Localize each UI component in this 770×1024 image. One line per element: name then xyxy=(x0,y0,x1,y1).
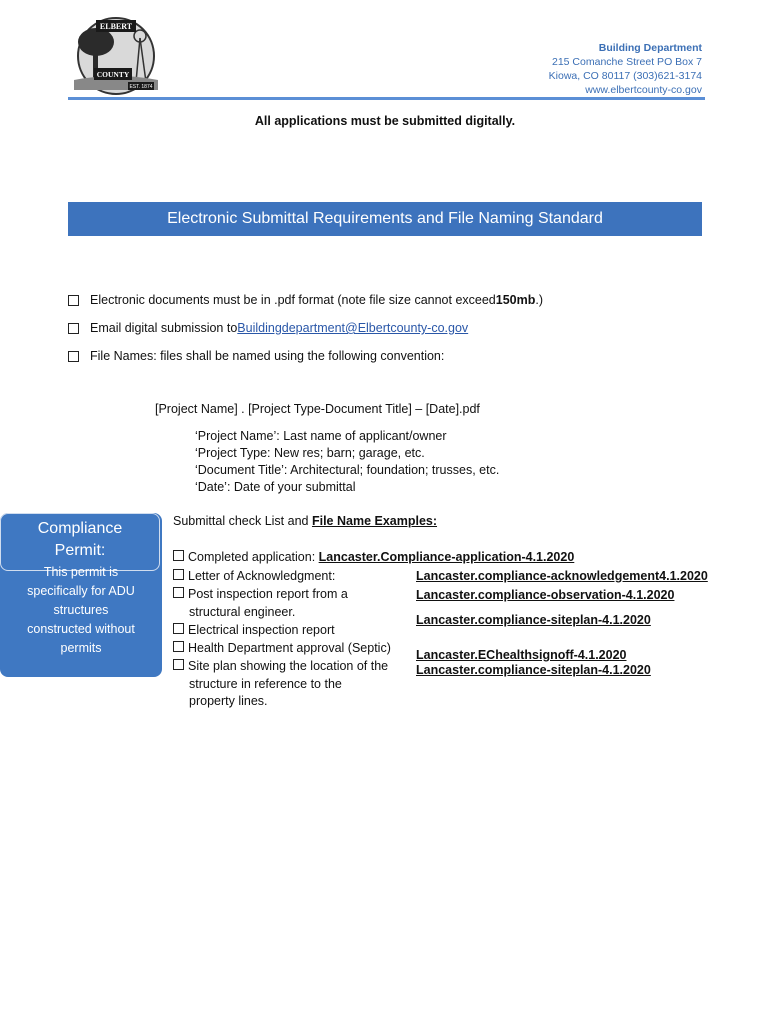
checkbox[interactable] xyxy=(173,550,184,561)
naming-convention: [Project Name] . [Project Type-Document Title] – [Date].pdf xyxy=(155,402,480,416)
department-name: Building Department xyxy=(598,42,702,54)
checklist-item xyxy=(173,586,405,621)
callout-body-line: specifically for ADU xyxy=(27,584,135,598)
checkbox[interactable] xyxy=(68,323,79,334)
callout-title-line1: Compliance xyxy=(37,520,123,537)
definition-project-name: ‘Project Name’: Last name of applicant/owner xyxy=(195,429,447,443)
checklist-item xyxy=(173,658,405,711)
logo-top-text: ELBERT xyxy=(99,22,133,31)
requirement-file-names xyxy=(68,349,444,363)
checklist-item xyxy=(173,568,405,586)
compliance-permit-callout xyxy=(0,513,162,677)
checklist-item-label: Letter of Acknowledgment: xyxy=(188,569,336,583)
definition-document-title: ‘Document Title’: Architectural; foundation; trusses, etc. xyxy=(195,463,500,477)
header-divider xyxy=(68,97,705,100)
county-logo xyxy=(70,16,162,96)
requirement-email xyxy=(68,321,468,335)
requirement-file-names-text: File Names: files shall be named using the following convention: xyxy=(90,349,445,363)
checkbox[interactable] xyxy=(173,623,184,634)
department-address: 215 Comanche Street PO Box 7 xyxy=(552,56,702,68)
checkbox[interactable] xyxy=(173,641,184,652)
checkbox[interactable] xyxy=(173,659,184,670)
definition-project-type: ‘Project Type: New res; barn; garage, etc. xyxy=(195,446,425,460)
checklist-item-label-cont: property lines. xyxy=(189,694,268,708)
department-city-phone: Kiowa, CO 80117 (303)621-3174 xyxy=(548,70,702,82)
checkbox[interactable] xyxy=(173,587,184,598)
checklist-heading-text: Submittal check List and xyxy=(173,514,312,528)
checklist-item-label: Site plan showing the location of the xyxy=(188,659,389,673)
county-seal-icon xyxy=(70,16,162,96)
checklist-heading-bold: File Name Examples: xyxy=(311,514,438,528)
file-name-example: Lancaster.EChealthsignoff-4.1.2020 xyxy=(416,648,627,662)
file-name-example: Lancaster.Compliance-application-4.1.2020 xyxy=(318,550,575,564)
section-banner: Electronic Submittal Requirements and File Naming Standard xyxy=(68,202,702,236)
checklist-item-label-cont: structural engineer. xyxy=(189,604,296,619)
logo-bottom-text: COUNTY xyxy=(96,70,130,79)
callout-body-line: permits xyxy=(60,641,102,655)
file-name-example: Lancaster.compliance-acknowledgement4.1.2020 xyxy=(416,569,708,583)
checklist-item xyxy=(173,549,593,567)
submission-notice: All applications must be submitted digitally. xyxy=(254,114,516,128)
checklist-item xyxy=(173,640,405,658)
checklist-item-label: Health Department approval (Septic) xyxy=(188,641,391,655)
logo-est-text: EST. 1874 xyxy=(129,84,153,90)
callout-body-line: structures xyxy=(53,603,109,617)
requirement-pdf-end: .) xyxy=(535,293,544,307)
requirement-pdf xyxy=(68,293,543,307)
file-name-example: Lancaster.compliance-siteplan-4.1.2020 xyxy=(416,613,651,627)
checklist-item-label: Electrical inspection report xyxy=(188,623,335,637)
file-name-example: Lancaster.compliance-siteplan-4.1.2020 xyxy=(416,663,651,677)
checklist-item-label-cont: structure in reference to the xyxy=(189,676,342,691)
requirement-pdf-text: Electronic documents must be in .pdf format (note file size cannot exceed xyxy=(90,293,496,307)
email-link[interactable]: Buildingdepartment@Elbertcounty-co.gov xyxy=(237,321,469,335)
checklist-item xyxy=(173,622,405,640)
checklist-item-label: Completed application: xyxy=(188,550,319,564)
callout-body xyxy=(6,563,156,658)
file-size-limit: 150mb xyxy=(495,293,536,307)
department-website[interactable]: www.elbertcounty-co.gov xyxy=(585,84,702,96)
callout-title-line2: Permit: xyxy=(54,542,106,559)
requirement-email-text: Email digital submission to xyxy=(90,321,238,335)
checklist-heading xyxy=(173,514,437,528)
checkbox[interactable] xyxy=(68,351,79,362)
callout-body-line: This permit is xyxy=(43,565,119,579)
callout-body-line: constructed without xyxy=(27,622,135,636)
checkbox[interactable] xyxy=(173,569,184,580)
file-name-example: Lancaster.compliance-observation-4.1.2020 xyxy=(416,588,675,602)
checklist-item-label: Post inspection report from a xyxy=(188,587,348,601)
definition-date: ‘Date’: Date of your submittal xyxy=(195,480,356,494)
checkbox[interactable] xyxy=(68,295,79,306)
